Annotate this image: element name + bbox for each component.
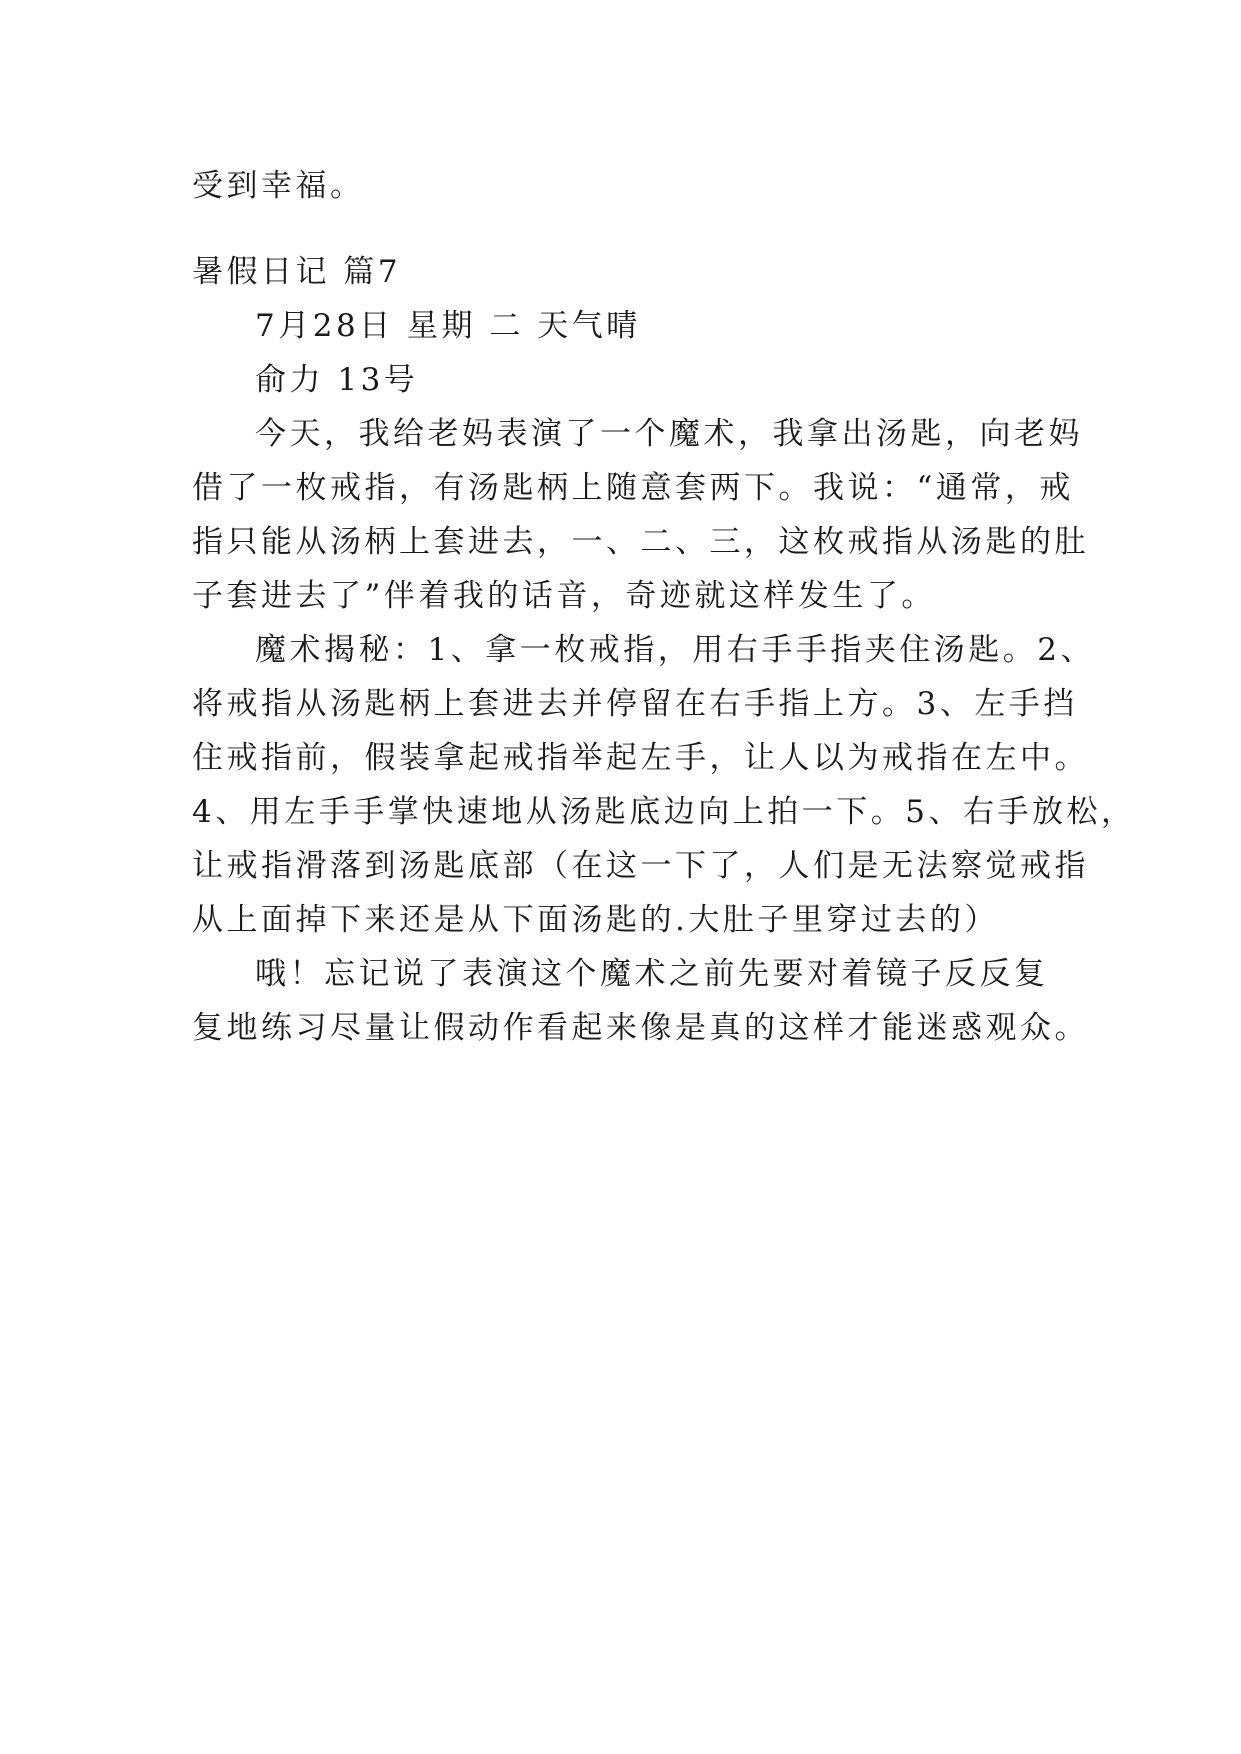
paragraph-line: 今天，我给老妈表演了一个魔术，我拿出汤匙，向老妈 <box>255 416 1083 452</box>
paragraph-line: 住戒指前，假装拿起戒指举起左手，让人以为戒指在左中。 <box>192 740 1089 776</box>
carryover-text: 受到幸福。 <box>192 168 365 204</box>
author-line: 俞力 13号 <box>255 362 419 398</box>
date-weather-line: 7月28日 星期 二 天气晴 <box>255 308 641 344</box>
paragraph-line: 魔术揭秘：1、拿一枚戒指，用右手手指夹住汤匙。2、 <box>255 632 1095 668</box>
paragraph-line: 从上面掉下来还是从下面汤匙的.大肚子里穿过去的） <box>192 902 999 938</box>
paragraph-line: 让戒指滑落到汤匙底部（在这一下了，人们是无法察觉戒指 <box>192 848 1089 884</box>
paragraph-line: 将戒指从汤匙柄上套进去并停留在右手指上方。3、左手挡 <box>192 686 1078 722</box>
paragraph-line: 复地练习尽量让假动作看起来像是真的这样才能迷惑观众。 <box>192 1010 1089 1046</box>
paragraph-line: 子套进去了”伴着我的话音，奇迹就这样发生了。 <box>192 578 936 614</box>
paragraph-line: 4、用左手手掌快速地从汤匙底边向上拍一下。5、右手放松， <box>192 794 1136 830</box>
paragraph-line: 指只能从汤柄上套进去，一、二、三，这枚戒指从汤匙的肚 <box>192 524 1089 560</box>
paragraph-line: 借了一枚戒指，有汤匙柄上随意套两下。我说：“通常，戒 <box>192 470 1074 506</box>
paragraph-line: 哦！忘记说了表演这个魔术之前先要对着镜子反反复 <box>255 956 1049 992</box>
diary-heading: 暑假日记 篇7 <box>192 254 402 290</box>
